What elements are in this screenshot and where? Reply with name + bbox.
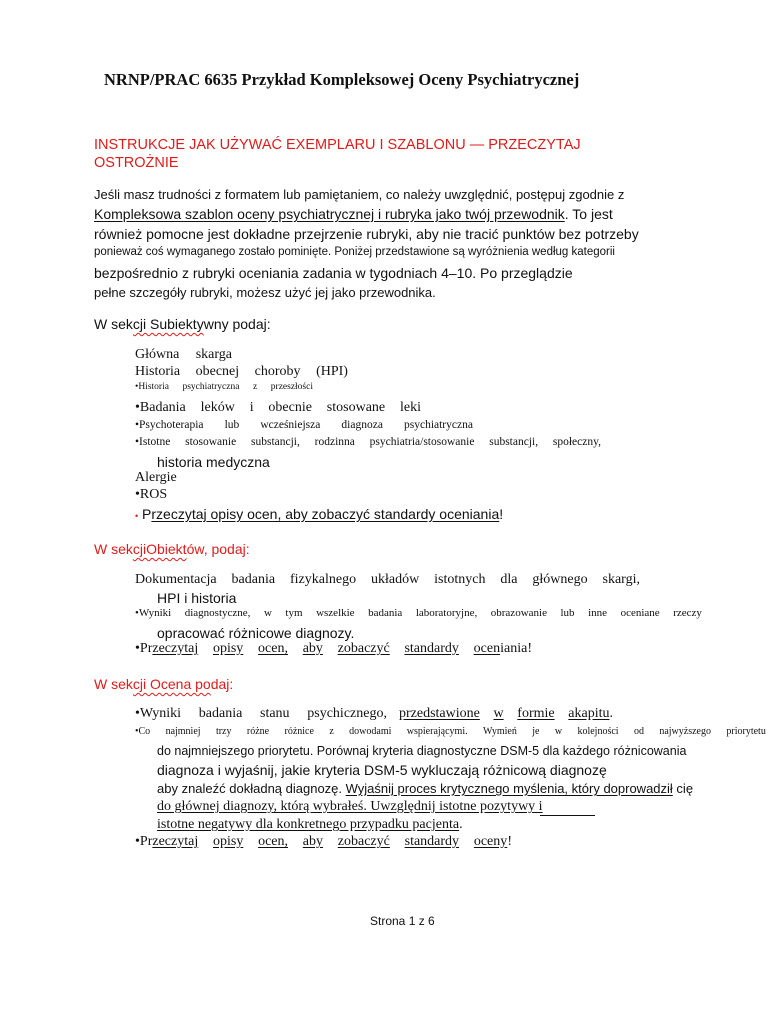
subjective-item-medical-history: historia medyczna (157, 454, 270, 470)
subjective-item-medications: •Badania leków i obecnie stosowane leki (135, 400, 421, 415)
assessment-item-differentials-line2: do najmniejszego priorytetu. Porównaj kryteria diagnostyczne DSM-5 dla każdego różnicowania (157, 744, 687, 758)
subjective-item-allergies: Alergie (135, 470, 177, 485)
subjective-item-ros: •ROS (135, 487, 168, 502)
objective-item-read-rubric: •Pr zeczytaj opisy ocen, aby zobaczyć standardy ocen iania! (135, 641, 532, 656)
assessment-item-read-rubric: •Pr zeczytaj opisy ocen, aby zobaczyć standardy oceny ! (135, 834, 512, 849)
objective-item-diagnostics: •Wyniki diagnostyczne, w tym wszelkie badania laboratoryjne, obrazowanie lub inne oceniane rzeczy (135, 607, 702, 619)
intro-line3: również pomocne jest dokładne przejrzenie rubryki, aby nie tracić punktów bez potrzeby (94, 226, 639, 242)
objective-item-hpi-history: HPI i historia (157, 590, 237, 606)
subjective-heading: W sekcji Subiektywny podaj: (94, 316, 271, 332)
subjective-item-substance-family-social: •Istotne stosowanie substancji, rodzinna psychiatria/stosowanie substancji, społeczny, (135, 436, 601, 448)
assessment-heading: W sekcji Ocena podaj: (94, 676, 234, 692)
subjective-item-chief-complaint: Główna skarga (135, 347, 232, 362)
subjective-item-past-psych-history: •Historia psychiatryczna z przeszłości (135, 382, 313, 392)
objective-item-physical-exam: Dokumentacja badania fizykalnego układów istotnych dla głównego skargi, (135, 572, 640, 587)
page-footer: Strona 1 z 6 (370, 914, 435, 928)
instructions-heading-line1: INSTRUKCJE JAK UŻYWAĆ EXEMPLARU I SZABLONU — PRZECZYTAJ (94, 137, 581, 153)
assessment-item-differentials-line6: istotne negatywy dla konkretnego przypadku pacjenta. (157, 817, 463, 832)
page-title: NRNP/PRAC 6635 Przykład Kompleksowej Oceny Psychiatrycznej (104, 70, 580, 89)
objective-heading: W sekcjiObiektów, podaj: (94, 541, 250, 557)
objective-item-differential: opracować różnicowe diagnozy. (157, 625, 355, 641)
intro-line1: Jeśli masz trudności z formatem lub pamiętaniem, co należy uwzględnić, postępuj zgodnie z (94, 187, 625, 202)
subjective-item-read-rubric: • Przeczytaj opisy ocen, aby zobaczyć standardy oceniania! (135, 506, 504, 522)
assessment-item-mental-status: •Wyniki badania stanu psychicznego, przedstawione w formie akapitu . (135, 706, 613, 721)
intro-line4: ponieważ coś wymaganego zostało pominięte. Poniżej przedstawione są wyróżnienia według kategorii (94, 246, 615, 258)
underline-segment (540, 815, 595, 816)
assessment-item-differentials-line3: diagnoza i wyjaśnij, jakie kryteria DSM-5 wykluczają różnicową diagnozę (157, 762, 607, 778)
template-rubric-reference: Kompleksowa szablon oceny psychiatrycznej i rubryka jako twój przewodnik (94, 206, 565, 222)
intro-line2: Kompleksowa szablon oceny psychiatrycznej i rubryka jako twój przewodnik. To jest (94, 206, 613, 222)
subjective-item-psychotherapy: •Psychoterapia lub wcześniejsza diagnoza psychiatryczna (135, 419, 473, 431)
instructions-heading-line2: OSTROŻNIE (94, 155, 179, 171)
intro-line5: bezpośrednio z rubryki oceniania zadania w tygodniach 4–10. Po przeglądzie (94, 265, 573, 281)
intro-line6: pełne szczegóły rubryki, możesz użyć jej jako przewodnika. (94, 285, 436, 300)
subjective-item-hpi: Historia obecnej choroby (HPI) (135, 364, 348, 379)
assessment-item-differentials-line4: aby znaleźć dokładną diagnozę. Wyjaśnij proces krytycznego myślenia, który doprowadził cię (157, 781, 694, 796)
assessment-item-differentials: •Co najmniej trzy różne różnice z dowodami wspierającymi. Wymień je w kolejności od najwyższego priorytetu (135, 726, 766, 737)
assessment-item-differentials-line5: do głównej diagnozy, którą wybrałeś. Uwzględnij istotne pozytywy i (157, 799, 543, 814)
